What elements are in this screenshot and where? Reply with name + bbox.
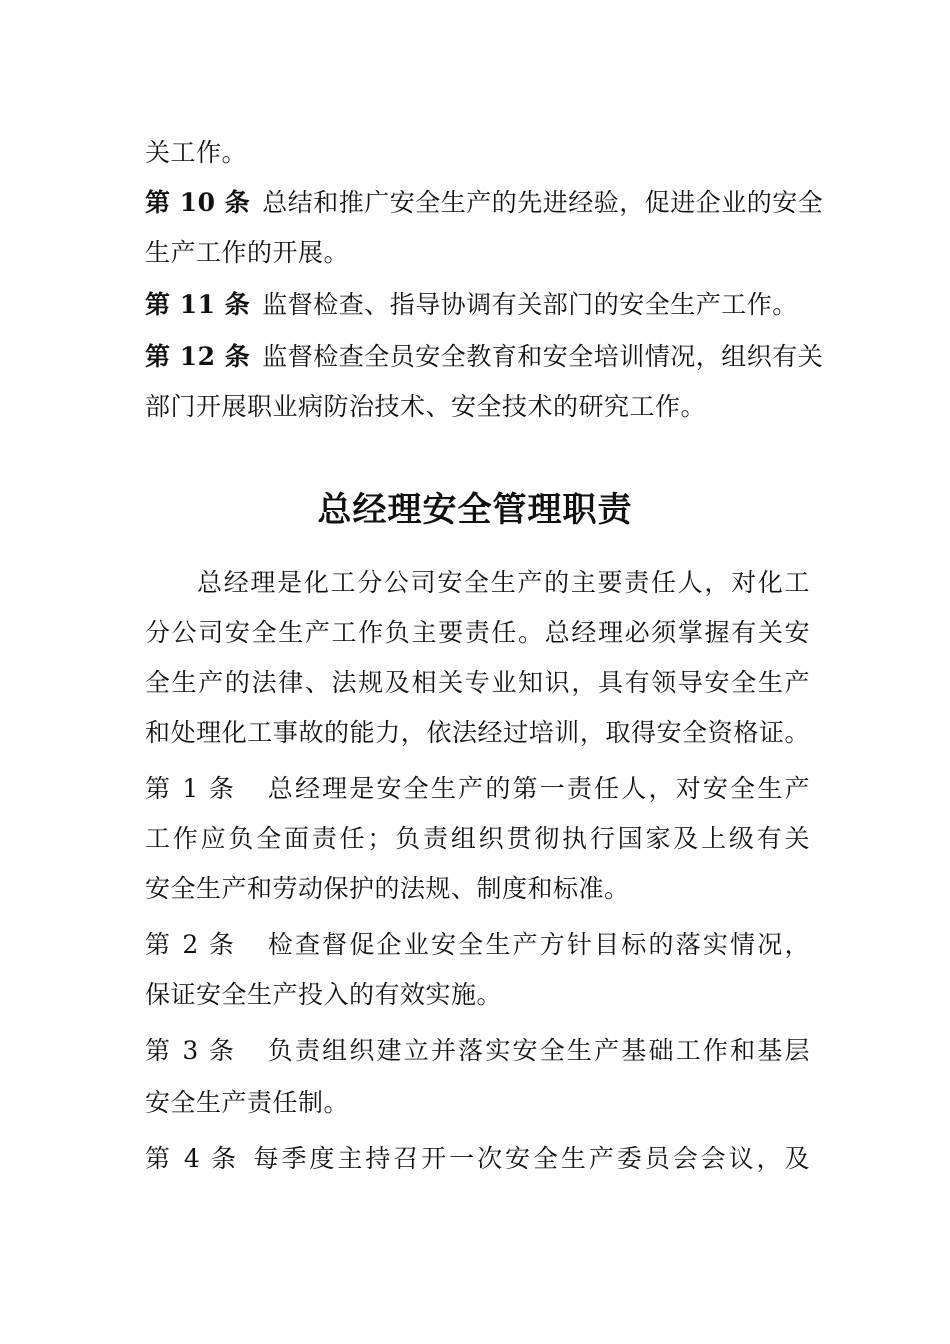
article-2-line-1 [145,928,810,962]
article-1-line-1 [145,772,810,806]
line-text: 分公司安全生产工作负主要责任。总经理必须掌握有关安 [145,618,810,647]
article-12-line-1 [145,340,824,374]
line-text: 监督检查、指导协调有关部门的安全生产工作。 [262,290,798,319]
line-text: 每季度主持召开一次安全生产委员会会议，及 [251,1144,810,1173]
article-label: 第 12 条 [145,342,251,371]
article-10-line-1 [145,186,824,220]
line-text: 生产工作的开展。 [145,238,350,267]
article-1-line-3 [145,872,810,906]
article-label: 第 10 条 [145,188,251,217]
article-label: 第 2 条 [145,930,237,959]
line-text: 安全生产责任制。 [145,1088,350,1117]
article-label: 第 11 条 [145,290,251,319]
line-text: 负责组织建立并落实安全生产基础工作和基层 [266,1036,810,1065]
line-text: 检查督促企业安全生产方针目标的落实情况， [266,930,810,959]
line-text: 工作应负全面责任；负责组织贯彻执行国家及上级有关 [145,824,810,853]
intro-line-2 [145,616,810,650]
article-3-line-2 [145,1086,810,1120]
line-text: 和处理化工事故的能力，依法经过培训，取得安全资格证。 [145,718,810,747]
article-label: 第 3 条 [145,1036,237,1065]
paragraph-line [145,136,810,170]
article-4-line-1 [145,1142,810,1176]
article-12-line-2 [145,390,810,424]
article-label: 第 4 条 [145,1144,240,1173]
article-11-line-1 [145,288,810,322]
article-1-line-2 [145,822,810,856]
line-text: 关工作。 [145,138,248,167]
line-text: 保证安全生产投入的有效实施。 [145,980,503,1009]
line-text: 监督检查全员安全教育和安全培训情况，组织有关 [262,342,824,371]
intro-line-1 [197,566,810,600]
section-title: 总经理安全管理职责 [317,490,633,530]
line-text: 部门开展职业病防治技术、安全技术的研究工作。 [145,392,707,421]
intro-line-4 [145,716,810,750]
intro-line-3 [145,666,810,700]
line-text: 安全生产和劳动保护的法规、制度和标准。 [145,874,630,903]
article-3-line-1 [145,1034,810,1068]
line-text: 总经理是化工分公司安全生产的主要责任人，对化工 [197,568,810,597]
article-2-line-2 [145,978,810,1012]
line-text: 总结和推广安全生产的先进经验，促进企业的安全 [262,188,824,217]
article-label: 第 1 条 [145,774,237,803]
line-text: 总经理是安全生产的第一责任人，对安全生产 [266,774,810,803]
line-text: 全生产的法律、法规及相关专业知识，具有领导安全生产 [145,668,810,697]
article-10-line-2 [145,236,810,270]
